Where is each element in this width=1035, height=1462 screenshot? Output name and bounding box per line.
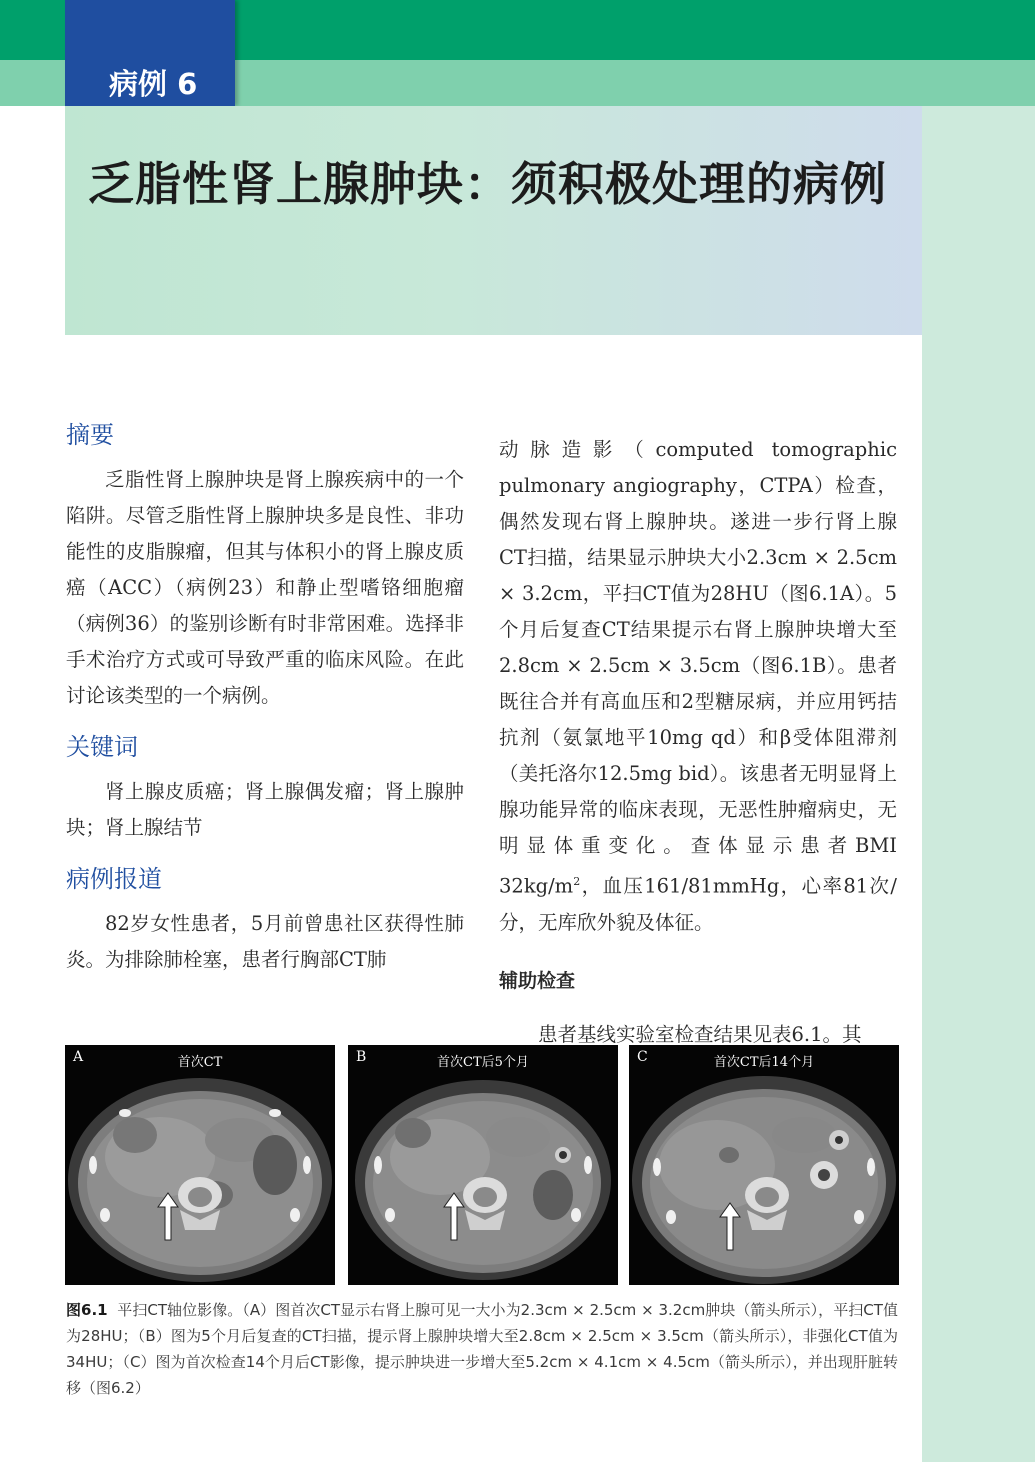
case-tab	[65, 0, 235, 106]
caption-text: 平扫CT轴位影像。（A）图首次CT显示右肾上腺可见一大小为2.3cm × 2.5cm × 3.2cm肿块（箭头所示），平扫CT值为28HU；（B）图为5个月后复查的CT扫描，提示肾上腺肿块增大至2.8cm × 2.5cm × 3.5cm（箭头所示），非强化CT值为34HU；（C）图为首次检查14个月后CT影像，提示肿块进一步增大至5.2cm × 4.1cm × 4.5cm（箭头所示），并出现肝脏转移（图6.2）	[66, 1301, 898, 1397]
panel-label: 首次CT	[177, 1055, 223, 1070]
auxiliary-text: 患者基线实验室检查结果见表6.1。其	[538, 1022, 862, 1046]
title-band	[65, 106, 922, 335]
ct-panel-c	[629, 1045, 899, 1285]
panel-letter: B	[356, 1049, 367, 1065]
page-title: 乏脂性肾上腺肿块：须积极处理的病例	[88, 157, 887, 211]
panel-letter: A	[73, 1049, 84, 1065]
abstract-text: 乏脂性肾上腺肿块是肾上腺疾病中的一个陷阱。尽管乏脂性肾上腺肿块多是良性、非功能性的皮脂腺瘤，但其与体积小的肾上腺皮质癌（ACC）（病例23）和静止型嗜铬细胞瘤（病例36）的鉴别诊断有时非常困难。选择非手术治疗方式或可导致严重的临床风险。在此讨论该类型的一个病例。	[66, 468, 464, 707]
keywords-heading: 关键词	[66, 733, 138, 761]
ct-panel-b	[348, 1045, 618, 1285]
case-report-continued	[499, 432, 897, 941]
ct-scan-image	[348, 1045, 618, 1285]
ct-scan-image	[65, 1045, 335, 1285]
panel-label: 首次CT后5个月	[437, 1055, 529, 1070]
keywords-text: 肾上腺皮质癌；肾上腺偶发瘤；肾上腺肿块；肾上腺结节	[66, 780, 464, 839]
case-report-text-part2: ，血压161/81mmHg，心率81次/分，无库欣外貌及体征。	[499, 874, 897, 934]
ct-panel-a	[65, 1045, 335, 1285]
left-column	[66, 418, 464, 978]
case-report-heading: 病例报道	[66, 865, 162, 893]
abstract-heading: 摘要	[66, 421, 114, 449]
superscript: 2	[573, 875, 581, 888]
ct-scan-image	[629, 1045, 899, 1285]
auxiliary-heading: 辅助检查	[499, 969, 576, 992]
right-column	[499, 432, 897, 1053]
side-strip	[922, 106, 1035, 1462]
case-label: 病例 6	[109, 67, 198, 101]
figure-caption	[66, 1297, 898, 1401]
panel-letter: C	[637, 1049, 648, 1065]
panel-label: 首次CT后14个月	[713, 1055, 815, 1070]
caption-label: 图6.1	[66, 1301, 108, 1319]
case-report-text: 82岁女性患者，5月前曾患社区获得性肺炎。为排除肺栓塞，患者行胸部CT肺	[66, 912, 464, 971]
case-report-text-part1: 动脉造影（computed tomographic pulmonary angiography，CTPA）检查，偶然发现右肾上腺肿块。遂进一步行肾上腺CT扫描，结果显示肿块大小2.3cm × 2.5cm × 3.2cm，平扫CT值为28HU（图6.1A）。5个月后复查CT结果提示右肾上腺肿块增大至2.8cm × 2.5cm × 3.5cm（图6.1B）。患者既往合并有高血压和2型糖尿病，并应用钙拮抗剂（氨氯地平10mg qd）和β受体阻滞剂（美托洛尔12.5mg bid）。该患者无明显肾上腺功能异常的临床表现，无恶性肿瘤病史，无明显体重变化。查体显示患者BMI 32kg/m	[499, 438, 897, 898]
